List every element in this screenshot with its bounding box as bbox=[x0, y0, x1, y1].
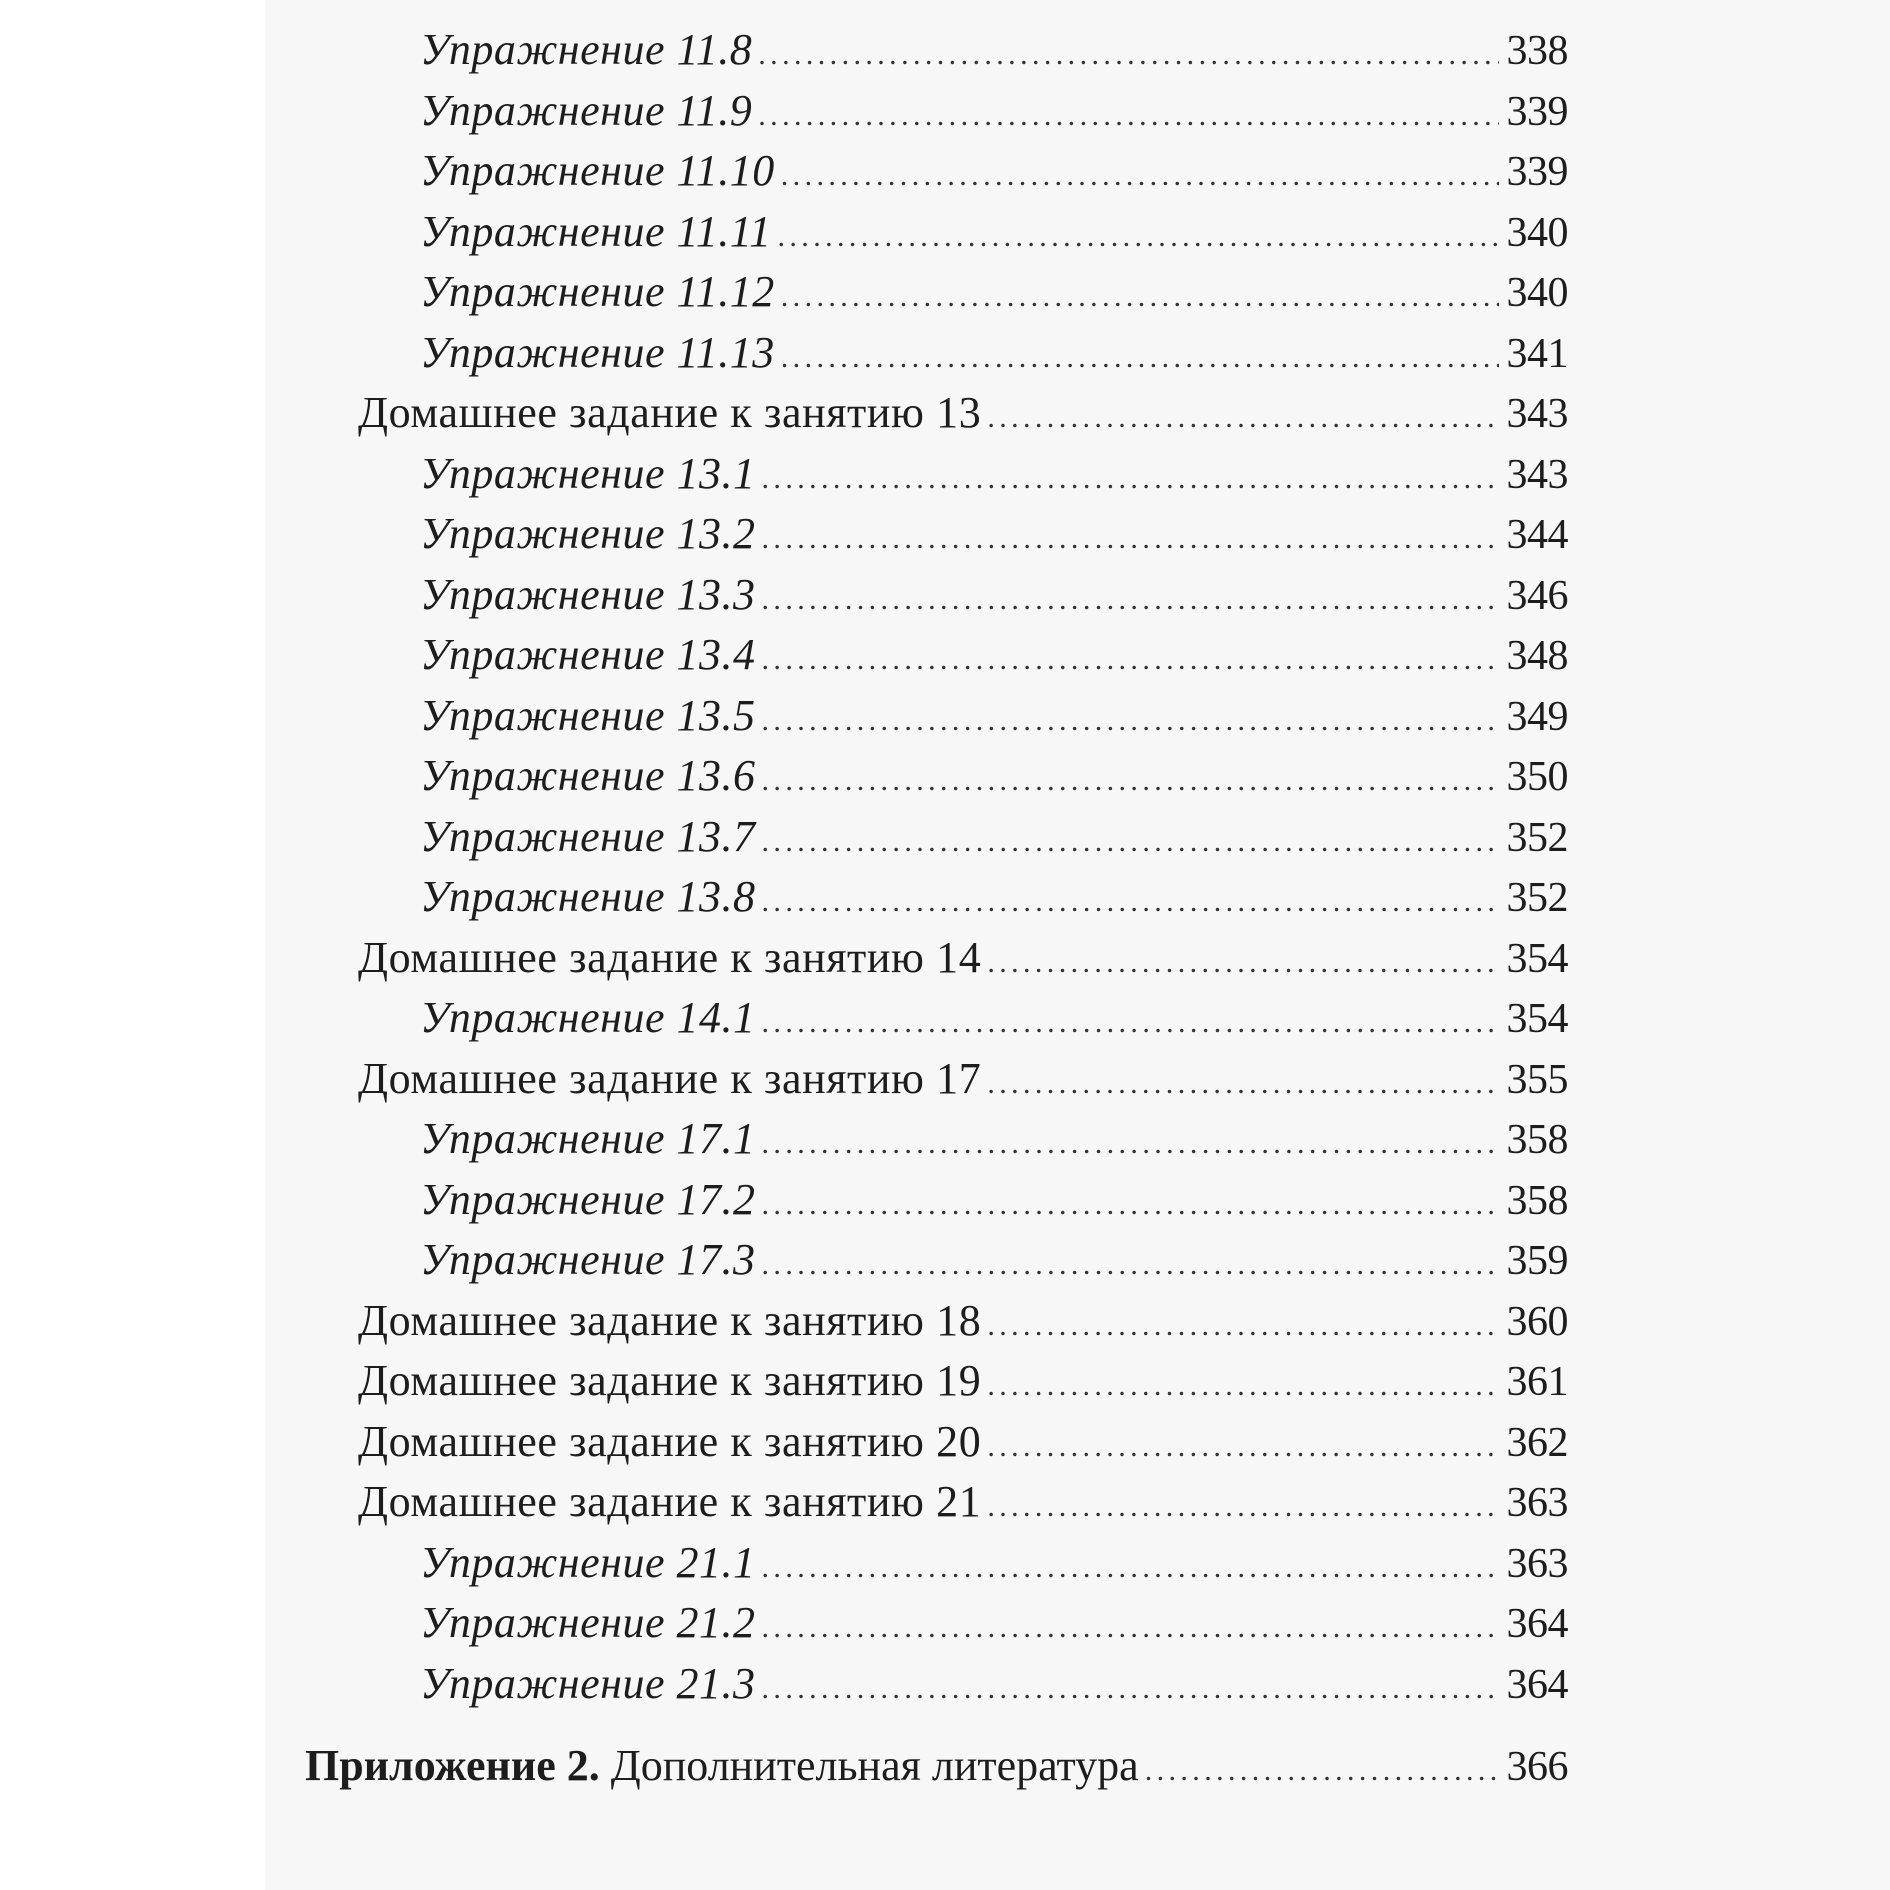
toc-page-number: 350 bbox=[1506, 754, 1568, 800]
toc-entry-title-text: Упражнение 17.1 bbox=[420, 1114, 756, 1163]
toc-entry-title-text: Домашнее задание к занятию 19 bbox=[358, 1356, 982, 1405]
toc-page-number: 343 bbox=[1506, 391, 1568, 437]
toc-entry-title bbox=[358, 1416, 981, 1467]
dot-leader bbox=[762, 462, 1499, 496]
dot-leader bbox=[781, 159, 1499, 193]
toc-page-number: 340 bbox=[1506, 209, 1568, 256]
toc-entry-title bbox=[420, 1597, 756, 1648]
dot-leader bbox=[762, 583, 1499, 617]
toc-entry-homework bbox=[358, 1053, 1568, 1105]
toc-entry-title-text: Упражнение 13.7 bbox=[420, 811, 756, 861]
dot-leader bbox=[758, 99, 1498, 133]
toc-entry-exercise bbox=[420, 750, 1568, 802]
toc-page-number: 354 bbox=[1506, 996, 1568, 1042]
toc-entry-homework bbox=[358, 1295, 1568, 1347]
toc-entry-title bbox=[420, 750, 756, 801]
dot-leader bbox=[987, 1067, 1498, 1101]
toc-entry-title bbox=[420, 992, 756, 1043]
toc-entry-title bbox=[420, 24, 752, 75]
toc-entry-title bbox=[358, 932, 981, 983]
toc-entry-title bbox=[420, 629, 756, 680]
dot-leader bbox=[987, 1430, 1498, 1464]
toc-entry-homework bbox=[358, 932, 1568, 984]
toc-entry-exercise bbox=[420, 448, 1568, 500]
toc-page-number: 348 bbox=[1506, 633, 1568, 679]
toc-page-number: 364 bbox=[1506, 1601, 1568, 1647]
toc-entry-homework bbox=[358, 1355, 1568, 1407]
dot-leader bbox=[762, 643, 1499, 677]
toc-entry-title-text: Домашнее задание к занятию 14 bbox=[358, 932, 982, 982]
toc-entry-title bbox=[420, 1113, 756, 1164]
toc-entry-homework bbox=[358, 1416, 1568, 1468]
toc-entry-title-text: Домашнее задание к занятию 13 bbox=[358, 388, 982, 437]
toc-entry-title bbox=[358, 387, 981, 438]
toc-entry-title-text: Упражнение 17.2 bbox=[420, 1174, 756, 1224]
toc-entry-exercise bbox=[420, 629, 1568, 681]
toc-entry-exercise bbox=[420, 1658, 1568, 1710]
toc-entry-title bbox=[358, 1355, 981, 1406]
toc-entry-title bbox=[420, 811, 756, 862]
toc-page-number: 343 bbox=[1506, 451, 1568, 498]
toc-entry-exercise bbox=[420, 1113, 1568, 1165]
dot-leader bbox=[762, 1248, 1499, 1282]
dot-leader bbox=[762, 1672, 1499, 1706]
toc-page-number: 359 bbox=[1506, 1238, 1568, 1284]
toc-page-number: 362 bbox=[1506, 1419, 1568, 1466]
toc-entry-title-text: Упражнение 13.8 bbox=[420, 872, 756, 921]
toc-entry-title-text: Упражнение 11.9 bbox=[420, 85, 753, 135]
dot-leader bbox=[987, 1309, 1498, 1343]
toc-page-number: 339 bbox=[1506, 88, 1568, 135]
toc-entry-title-text: Упражнение 13.6 bbox=[420, 751, 756, 800]
toc-entry-title-text: Упражнение 13.5 bbox=[420, 690, 756, 740]
toc-page-number: 339 bbox=[1506, 149, 1568, 195]
toc-entry-title-text: Упражнение 13.2 bbox=[420, 509, 756, 558]
dot-leader bbox=[778, 220, 1499, 254]
toc-entry-exercise bbox=[420, 24, 1568, 76]
toc-entry-exercise bbox=[420, 871, 1568, 923]
toc-entry-appendix bbox=[305, 1740, 1568, 1792]
toc-page-number: 352 bbox=[1506, 875, 1568, 921]
toc-entry-title bbox=[420, 1537, 756, 1588]
toc-entry-title-text: Упражнение 11.13 bbox=[420, 327, 775, 377]
toc-entry-exercise bbox=[420, 569, 1568, 621]
dot-leader bbox=[987, 946, 1498, 980]
toc-page-number: 360 bbox=[1506, 1298, 1568, 1345]
toc-entry-title bbox=[420, 1174, 756, 1225]
toc-entry-exercise bbox=[420, 1234, 1568, 1286]
toc-entry-exercise bbox=[420, 1174, 1568, 1226]
toc-entry-title-text: Упражнение 17.3 bbox=[420, 1235, 756, 1284]
toc-entry-title-text: Упражнение 13.3 bbox=[420, 569, 756, 619]
toc-page-number: 341 bbox=[1506, 330, 1568, 377]
toc-entry-title-text: Упражнение 14.1 bbox=[420, 993, 756, 1042]
toc-page-number: 363 bbox=[1506, 1540, 1568, 1587]
toc-entry-title-text: Упражнение 11.8 bbox=[420, 25, 753, 74]
toc-entry-title-text: Упражнение 11.11 bbox=[420, 206, 772, 256]
toc-entry-title bbox=[305, 1740, 1139, 1791]
dot-leader bbox=[762, 825, 1499, 859]
toc-entry-homework bbox=[358, 387, 1568, 439]
toc-entry-title-text: Упражнение 11.10 bbox=[420, 146, 775, 195]
toc-entry-exercise bbox=[420, 145, 1568, 197]
dot-leader bbox=[762, 764, 1499, 798]
toc-entry-title bbox=[420, 85, 752, 136]
toc-entry-title-text: Упражнение 13.1 bbox=[420, 448, 756, 498]
toc-entry-title bbox=[420, 206, 772, 257]
toc-page-number: 358 bbox=[1506, 1177, 1568, 1224]
toc-entry-homework bbox=[358, 1476, 1568, 1528]
dot-leader bbox=[987, 1490, 1498, 1524]
toc-entry-exercise bbox=[420, 508, 1568, 560]
toc-entry-title-text: Упражнение 21.3 bbox=[420, 1658, 756, 1708]
toc-entry-title bbox=[420, 690, 756, 741]
dot-leader bbox=[987, 401, 1498, 435]
toc-entry-exercise bbox=[420, 992, 1568, 1044]
toc-entry-title bbox=[420, 508, 756, 559]
toc-entry-title bbox=[358, 1295, 981, 1346]
toc-entry-title-text: Домашнее задание к занятию 21 bbox=[358, 1477, 982, 1526]
toc-page-number: 358 bbox=[1506, 1117, 1568, 1163]
dot-leader bbox=[762, 885, 1499, 919]
toc-entry-title-prefix: Приложение 2. bbox=[305, 1741, 600, 1790]
toc-page-number: 338 bbox=[1506, 28, 1568, 74]
toc-entry-exercise bbox=[420, 1597, 1568, 1649]
toc-page-number: 364 bbox=[1506, 1661, 1568, 1708]
toc-entry-title bbox=[420, 448, 756, 499]
dot-leader bbox=[762, 1188, 1499, 1222]
dot-leader bbox=[781, 341, 1499, 375]
toc-entry-title bbox=[420, 266, 775, 317]
toc-page-number: 344 bbox=[1506, 512, 1568, 558]
toc-entry-exercise bbox=[420, 206, 1568, 258]
toc-page-number: 354 bbox=[1506, 935, 1568, 982]
toc-page-number: 366 bbox=[1506, 1744, 1568, 1790]
dot-leader bbox=[762, 1006, 1499, 1040]
toc-entry-exercise bbox=[420, 690, 1568, 742]
dot-leader bbox=[758, 38, 1498, 72]
toc-entry-title bbox=[420, 145, 775, 196]
dot-leader bbox=[1145, 1754, 1499, 1788]
toc-entry-title bbox=[420, 569, 756, 620]
dot-leader bbox=[762, 1127, 1499, 1161]
toc-entry-title-text: Домашнее задание к занятию 20 bbox=[358, 1416, 982, 1466]
toc-page-number: 349 bbox=[1506, 693, 1568, 740]
toc-page-number: 363 bbox=[1506, 1480, 1568, 1526]
toc-entry-title-text: Дополнительная литература bbox=[610, 1741, 1139, 1790]
toc-entry-title-text: Домашнее задание к занятию 17 bbox=[358, 1053, 982, 1103]
toc-entry-exercise bbox=[420, 85, 1568, 137]
dot-leader bbox=[987, 1369, 1498, 1403]
toc-page-number: 361 bbox=[1506, 1359, 1568, 1405]
toc-page-number: 355 bbox=[1506, 1056, 1568, 1103]
toc-page-number: 352 bbox=[1506, 814, 1568, 861]
dot-leader bbox=[762, 1611, 1499, 1645]
toc-entry-title-text: Упражнение 11.12 bbox=[420, 267, 775, 316]
toc-entry-exercise bbox=[420, 1537, 1568, 1589]
dot-leader bbox=[762, 704, 1499, 738]
toc-entry-title bbox=[420, 1234, 756, 1285]
toc-entry-title-text: Упражнение 13.4 bbox=[420, 630, 756, 679]
toc-entry-title-text: Упражнение 21.2 bbox=[420, 1598, 756, 1647]
dot-leader bbox=[762, 1551, 1499, 1585]
toc-entry-exercise bbox=[420, 266, 1568, 318]
toc-entry-title bbox=[358, 1053, 981, 1104]
dot-leader bbox=[762, 522, 1499, 556]
toc-page-number: 346 bbox=[1506, 572, 1568, 619]
toc-page-number: 340 bbox=[1506, 270, 1568, 316]
toc-entry-title bbox=[420, 327, 775, 378]
toc-entry-title bbox=[358, 1476, 981, 1527]
dot-leader bbox=[781, 280, 1499, 314]
toc-entry-title bbox=[420, 1658, 756, 1709]
toc-entry-exercise bbox=[420, 811, 1568, 863]
toc-entry-title-text: Упражнение 21.1 bbox=[420, 1537, 756, 1587]
toc-entry-title-text: Домашнее задание к занятию 18 bbox=[358, 1295, 982, 1345]
toc-entry-title bbox=[420, 871, 756, 922]
toc-entry-exercise bbox=[420, 327, 1568, 379]
